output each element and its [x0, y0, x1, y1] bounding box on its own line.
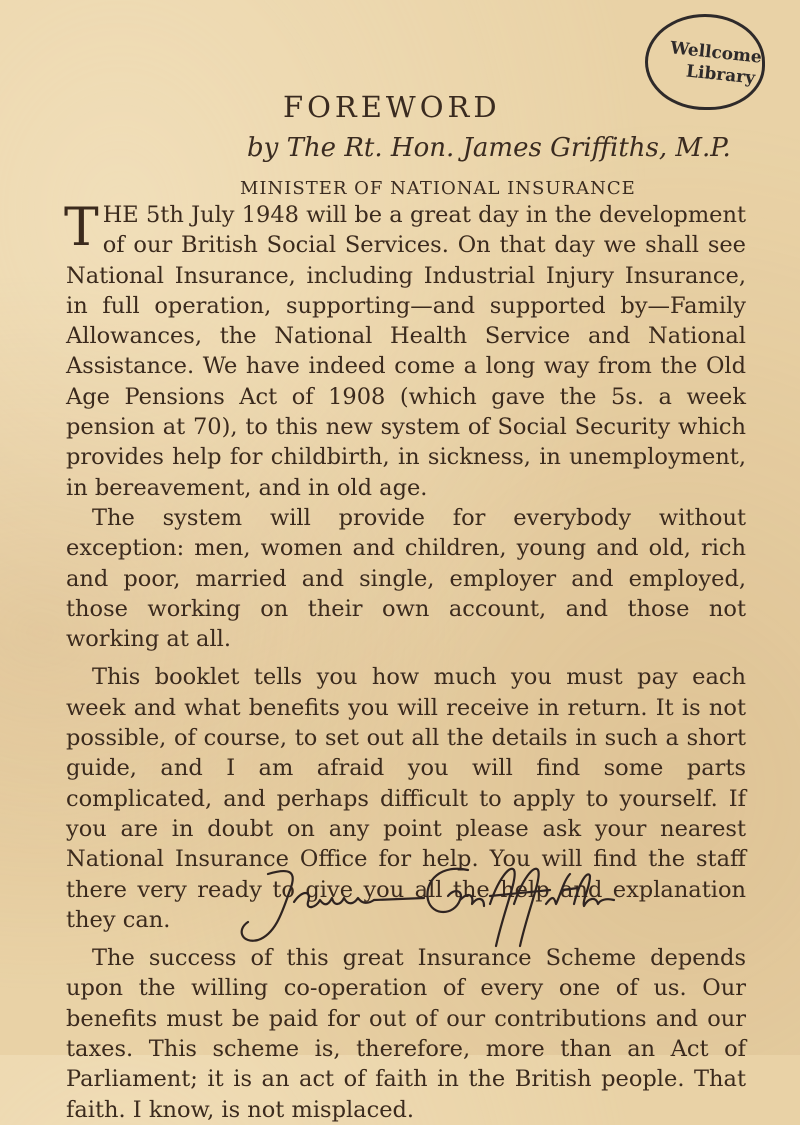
author-byline: by The Rt. Hon. James Griffiths, M.P. — [247, 133, 731, 163]
paragraph-3: This booklet tells you how much you must pay each week and what benefits you will receive in return. It is not possible, of course, to set out all the details in such a short guide, and I am afraid you will find some parts complicated, and perhaps difficult to apply to yourself. If you are in doubt on any point please ask your nearest National Insurance Office for help. You will find the staff there very ready to give you all the help and explanation they can. — [66, 664, 746, 933]
paragraph-2: The system will provide for everybody without exception: men, women and children, young and old, rich and poor, married and single, employer and employed, those working on their own account, and those not working at all. — [66, 504, 746, 653]
paragraph-1-text: HE 5th July 1948 will be a great day in the development of our British Social Services. On that day we shall see National Insurance, including Industrial Injury Insurance, in full operation, supporting—and supported by—Family Allowances, the National Health Service and National Assistance. We have indeed come a long way from the Old Age Pensions Act of 1908 (which gave the 5s. a week pension at 70), to this new system of Social Security which provides help for childbirth, in sickness, in unemployment, in bereavement, and in old age. — [66, 202, 746, 501]
paragraph-1 — [66, 200, 746, 503]
drop-cap: T — [64, 198, 99, 258]
page-title: FOREWORD — [283, 90, 501, 124]
library-stamp — [645, 14, 765, 110]
foreword-body — [66, 200, 746, 1125]
stamp-line-2: Library — [685, 61, 756, 89]
handwritten-signature — [228, 860, 658, 950]
ministry-heading: MINISTER OF NATIONAL INSURANCE — [240, 178, 636, 199]
stamp-line-1: Wellcome — [669, 38, 763, 68]
paragraph-4: The success of this great Insurance Scheme depends upon the willing co-operation of every one of us. Our benefits must be paid for out of our contributions and our taxes. This scheme is, therefore, more than an Act of Parliament; it is an act of faith in the British people. That faith. I know, is not misplaced. — [66, 945, 746, 1123]
